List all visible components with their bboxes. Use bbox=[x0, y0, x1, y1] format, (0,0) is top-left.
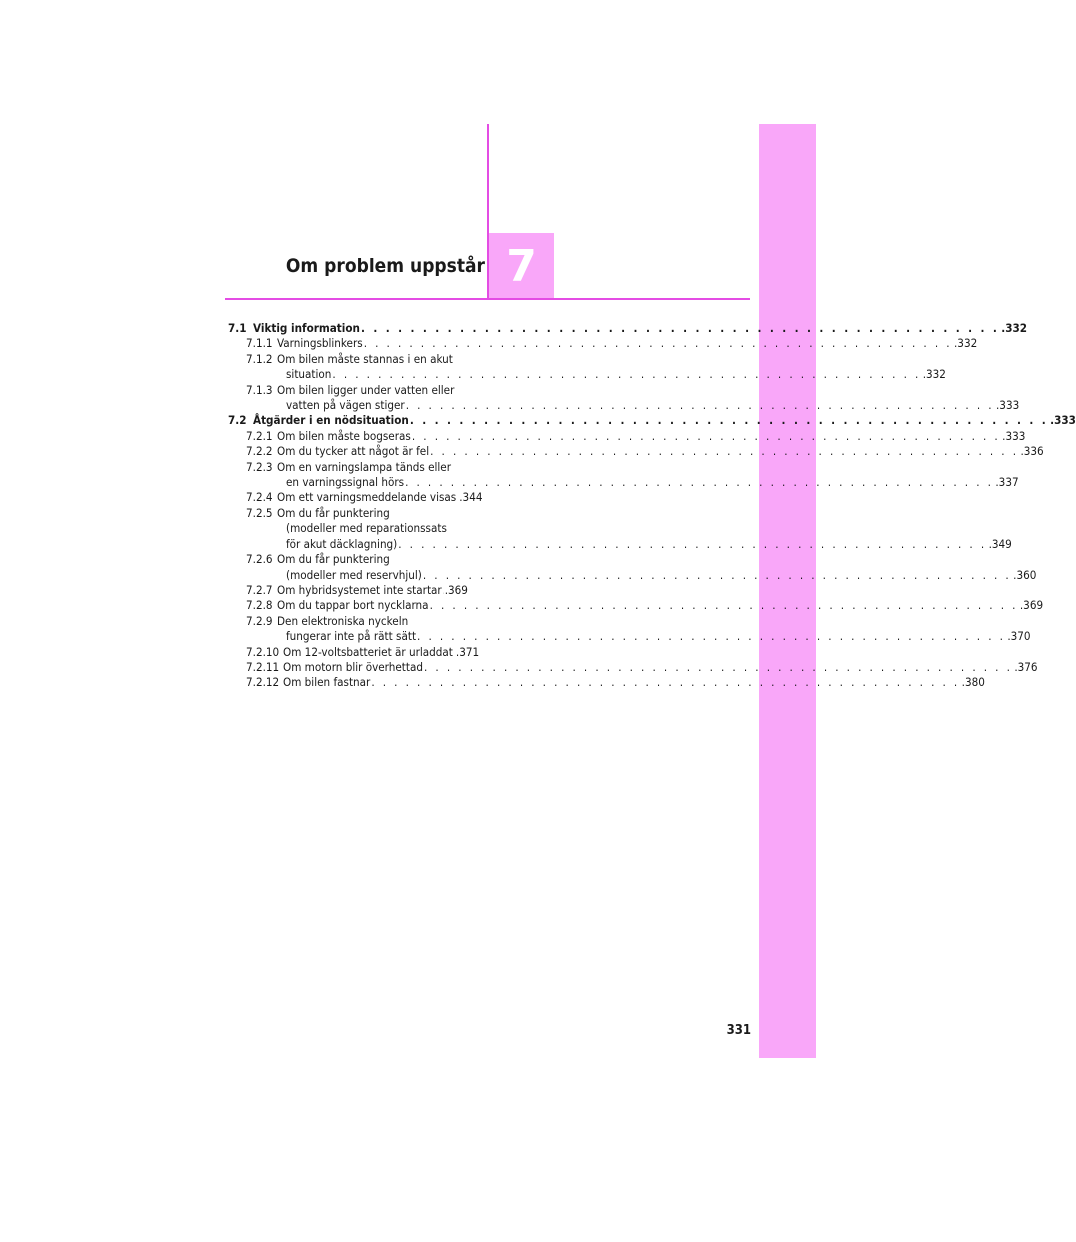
toc-subsection[interactable] bbox=[246, 428, 1026, 444]
toc-title: Om du tycker att något är fel bbox=[277, 444, 430, 459]
toc-title: Om bilen måste bogseras bbox=[277, 428, 411, 443]
toc-title: Den elektroniska nyckeln bbox=[277, 613, 409, 628]
toc-page: .376 bbox=[1014, 659, 1038, 674]
toc-number: 7.2.10 bbox=[246, 644, 280, 659]
toc-leader-dots: . . . . . . . . . . . . . . . . . . . . . . . . . . . . . . . . . . . . . . . . . . . . . . . . . . . . bbox=[398, 536, 987, 551]
toc-leader-dots: . . . . . . . . . . . . . . . . . . . . . . . . . . . . . . . . . . . . . . . . . . . . . . . . . . . . bbox=[417, 629, 1006, 644]
toc-title: Om en varningslampa tänds eller bbox=[277, 459, 452, 474]
table-of-contents bbox=[0, 321, 1076, 691]
toc-number: 7.2 bbox=[228, 413, 247, 428]
toc-title: Om ett varningsmeddelande visas bbox=[277, 490, 457, 505]
toc-subsection[interactable] bbox=[246, 382, 1020, 414]
toc-page: .344 bbox=[459, 490, 483, 505]
toc-leader-dots bbox=[453, 645, 455, 660]
toc-title: vatten på vägen stiger bbox=[286, 398, 405, 413]
toc-title: Om bilen måste stannas i en akut bbox=[277, 351, 453, 366]
chapter-number-box bbox=[489, 233, 554, 299]
toc-page: .370 bbox=[1007, 629, 1031, 644]
toc-leader-dots: . . . . . . . . . . . . . . . . . . . . . . . . . . . . . . . . . . . . . . . . . . . . . . . . . . . . bbox=[429, 598, 1018, 613]
toc-subsection[interactable] bbox=[246, 459, 1019, 491]
toc-number: 7.2.7 bbox=[246, 582, 273, 597]
toc-subsection[interactable] bbox=[246, 444, 1044, 459]
toc-leader-dots: . . . . . . . . . . . . . . . . . . . . . . . . . . . . . . . . . . . . . . . . . . . . . . . . . . . . bbox=[430, 444, 1019, 459]
toc-title: Om bilen fastnar bbox=[283, 675, 371, 690]
toc-section[interactable] bbox=[228, 321, 1028, 336]
toc-subsection[interactable] bbox=[246, 644, 480, 660]
toc-page: .369 bbox=[1019, 598, 1044, 613]
toc-number: 7.2.9 bbox=[246, 613, 273, 628]
toc-title: Om du tappar bort nycklarna bbox=[277, 598, 429, 613]
chapter-number: 7 bbox=[506, 240, 537, 292]
toc-title: Om du får punktering bbox=[277, 552, 390, 567]
toc-title: Om motorn blir överhettad bbox=[283, 659, 423, 674]
toc-title: situation bbox=[286, 367, 332, 382]
toc-title: en varningssignal hörs bbox=[286, 475, 405, 490]
toc-number: 7.2.8 bbox=[246, 598, 273, 613]
toc-page: .337 bbox=[995, 475, 1019, 490]
toc-number: 7.1 bbox=[228, 321, 247, 335]
toc-title: Åtgärder i en nödsituation bbox=[253, 413, 409, 428]
toc-subsection[interactable] bbox=[246, 659, 1038, 675]
toc-leader-dots: . . . . . . . . . . . . . . . . . . . . . . . . . . . . . . . . . . . . . . . . . . . . . . . . . . . . bbox=[332, 367, 921, 382]
chapter-title: Om problem uppstår bbox=[285, 255, 485, 277]
toc-subsection[interactable] bbox=[246, 675, 985, 690]
toc-page: .371 bbox=[455, 644, 480, 659]
toc-section[interactable] bbox=[228, 413, 1076, 428]
toc-leader-dots: . . . . . . . . . . . . . . . . . . . . . . . . . . . . . . . . . . . . . . . . . . . . . . . . . . . . bbox=[405, 398, 994, 413]
toc-number: 7.2.4 bbox=[246, 490, 273, 505]
toc-page: .336 bbox=[1020, 444, 1044, 459]
toc-page: .333 bbox=[996, 398, 1020, 413]
toc-page: .333 bbox=[1002, 428, 1026, 443]
toc-page: .349 bbox=[988, 536, 1012, 551]
toc-subsection[interactable] bbox=[246, 583, 467, 598]
toc-page: .332 bbox=[922, 367, 946, 382]
toc-leader-dots: . . . . . . . . . . . . . . . . . . . . . . . . . . . . . . . . . . . . . . . . . . . . . . . . . . . . bbox=[363, 336, 952, 351]
toc-title: Om hybridsystemet inte startar bbox=[277, 582, 442, 597]
toc-subsection[interactable] bbox=[246, 336, 978, 351]
toc-title: Om bilen ligger under vatten eller bbox=[277, 382, 455, 397]
toc-number: 7.1.3 bbox=[246, 382, 273, 397]
toc-title: Om 12-voltsbatteriet är urladdat bbox=[283, 644, 453, 659]
toc-title: Om du får punktering bbox=[277, 505, 390, 520]
toc-leader-dots: . . . . . . . . . . . . . . . . . . . . . . . . . . . . . . . . . . . . . . . . . . . . . . . . . . . . bbox=[360, 321, 1000, 335]
toc-title: (modeller med reservhjul) bbox=[286, 567, 422, 582]
toc-subsection[interactable] bbox=[246, 598, 1044, 613]
toc-number: 7.1.1 bbox=[246, 336, 273, 351]
toc-number: 7.2.3 bbox=[246, 459, 273, 474]
toc-page: .360 bbox=[1013, 567, 1037, 582]
toc-number: 7.2.6 bbox=[246, 552, 273, 567]
toc-page: .333 bbox=[1050, 413, 1076, 428]
toc-title: (modeller med reparationssats bbox=[286, 521, 447, 536]
header-horizontal-rule bbox=[225, 298, 750, 300]
toc-subsection[interactable] bbox=[246, 552, 1037, 583]
toc-page: .369 bbox=[444, 582, 468, 597]
toc-subsection[interactable] bbox=[246, 613, 1031, 645]
toc-number: 7.2.2 bbox=[246, 444, 273, 459]
toc-subsection[interactable] bbox=[246, 505, 1012, 552]
toc-subsection[interactable] bbox=[246, 351, 946, 383]
toc-number: 7.2.5 bbox=[246, 505, 273, 520]
toc-leader-dots bbox=[456, 490, 458, 505]
toc-page: .332 bbox=[954, 336, 978, 351]
toc-leader-dots bbox=[442, 583, 444, 598]
toc-leader-dots: . . . . . . . . . . . . . . . . . . . . . . . . . . . . . . . . . . . . . . . . . . . . . . . . . . . . bbox=[371, 675, 960, 690]
toc-title: för akut däcklagning) bbox=[286, 536, 398, 551]
toc-leader-dots: . . . . . . . . . . . . . . . . . . . . . . . . . . . . . . . . . . . . . . . . . . . . . . . . . . . . bbox=[409, 413, 1049, 428]
toc-leader-dots: . . . . . . . . . . . . . . . . . . . . . . . . . . . . . . . . . . . . . . . . . . . . . . . . . . . . bbox=[411, 428, 1001, 443]
toc-leader-dots: . . . . . . . . . . . . . . . . . . . . . . . . . . . . . . . . . . . . . . . . . . . . . . . . . . . . bbox=[405, 475, 994, 490]
toc-subsection[interactable] bbox=[246, 490, 483, 505]
toc-number: 7.1.2 bbox=[246, 351, 273, 366]
toc-page: .332 bbox=[1001, 321, 1028, 335]
toc-title: Viktig information bbox=[253, 321, 360, 335]
toc-leader-dots: . . . . . . . . . . . . . . . . . . . . . . . . . . . . . . . . . . . . . . . . . . . . . . . . . . . . bbox=[422, 567, 1012, 582]
toc-title: Varningsblinkers bbox=[277, 336, 363, 351]
toc-number: 7.2.11 bbox=[246, 659, 280, 674]
page-number: 331 bbox=[726, 1023, 751, 1038]
toc-number: 7.2.12 bbox=[246, 675, 280, 690]
toc-number: 7.2.1 bbox=[246, 428, 273, 443]
toc-leader-dots: . . . . . . . . . . . . . . . . . . . . . . . . . . . . . . . . . . . . . . . . . . . . . . . . . . . . bbox=[424, 659, 1013, 674]
toc-title: fungerar inte på rätt sätt bbox=[286, 629, 417, 644]
toc-page: .380 bbox=[961, 675, 985, 690]
